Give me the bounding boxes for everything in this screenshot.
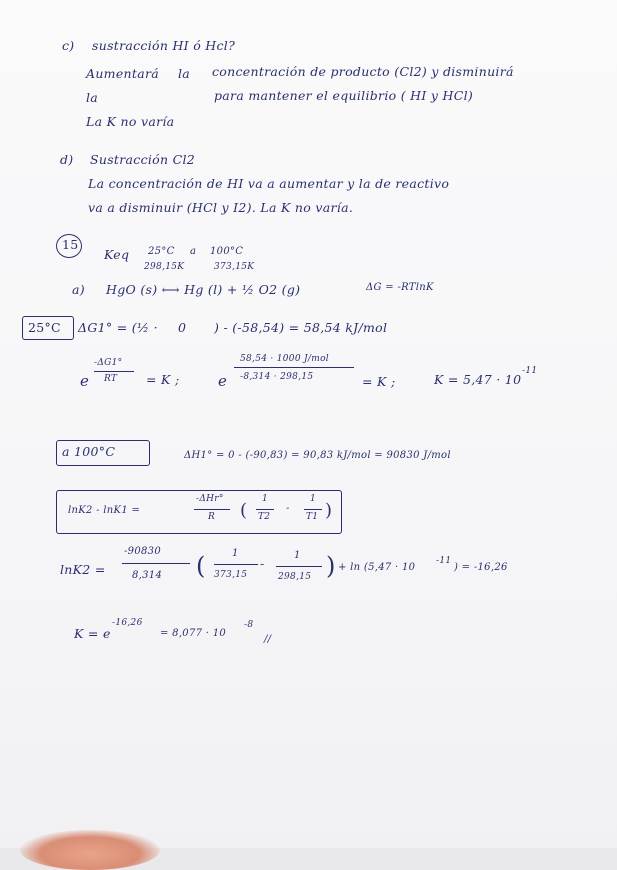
exp-fraction-bar-2 [234, 367, 354, 368]
section-d-line2: va a disminuir (HCl y I2). La K no varía. [88, 200, 354, 215]
temp2-celsius: 100°C [210, 246, 244, 257]
temp100-label: a 100°C [62, 444, 116, 459]
section-c-line1-mid: la [178, 66, 191, 81]
lnk2-result: ) = -16,26 [454, 562, 508, 573]
exp-denominator-1: RT [104, 374, 118, 384]
exp-fraction-bar-1 [94, 371, 134, 372]
kfinal-end-mark: // [264, 634, 272, 645]
exp-denominator-2: -8,314 · 298,15 [240, 372, 314, 382]
section-c-label: c) [62, 38, 75, 53]
lnk2-f2-num: 1 [294, 550, 301, 561]
vanthoff-left: lnK2 - lnK1 = [68, 505, 141, 516]
lnk2-fraction-bar [122, 563, 190, 564]
finger-edge [20, 830, 160, 870]
vanthoff-fraction-bar [194, 509, 230, 510]
lnk2-f2-den: 298,15 [278, 572, 312, 582]
problem-number: 15 [62, 237, 79, 252]
section-d-title: Sustracción Cl2 [90, 152, 196, 167]
exp-base-2: e [218, 372, 228, 390]
k-result-exponent: -11 [522, 366, 538, 376]
lnk2-open-paren: ( [196, 552, 206, 580]
reaction-equation: HgO (s) ⟷ Hg (l) + ½ O2 (g) [106, 282, 301, 297]
temp1-celsius: 25°C [148, 246, 175, 257]
vanthoff-f1-bar [256, 509, 274, 510]
lnk2-close-paren: ) [326, 552, 336, 580]
lnk2-denominator: 8,314 [132, 570, 163, 581]
lnk2-tail-exponent: -11 [436, 556, 452, 566]
exp-base-1: e [80, 372, 90, 390]
vanthoff-close-paren: ) [325, 500, 333, 521]
section-d-line1: La concentración de HI va a aumentar y la de reactivo [88, 176, 450, 191]
part-a-label: a) [72, 282, 85, 297]
lnk2-f1-den: 373,15 [214, 570, 248, 580]
dg-line-right: ) - (-58,54) = 58,54 kJ/mol [214, 320, 388, 335]
lnk2-tail: + ln (5,47 · 10 [338, 562, 416, 573]
lnk2-numerator: -90830 [124, 546, 161, 557]
vanthoff-f2-bar [304, 509, 322, 510]
lnk2-f1-num: 1 [232, 548, 239, 559]
vanthoff-f2-den: T1 [306, 512, 319, 522]
exp-equals-k-1: = K ; [146, 372, 180, 387]
section-c-line2-right: para mantener el equilibrio ( HI y HCl) [214, 88, 474, 103]
lnk2-label: lnK2 = [60, 562, 106, 577]
vanthoff-denominator: R [208, 512, 216, 522]
section-c-title: sustracción HI ó Hcl? [92, 38, 236, 53]
dg-line-left: ΔG1° = (½ · [78, 320, 158, 335]
kfinal-right: = 8,077 · 10 [160, 628, 227, 639]
lnk2-f2-bar [276, 566, 322, 567]
lnk2-f1-bar [214, 564, 258, 565]
section-c-line1-left: Aumentará [86, 66, 159, 81]
lnk2-minus: - [260, 556, 265, 571]
kfinal-right-exponent: -8 [244, 620, 254, 630]
vanthoff-numerator: -ΔHr° [196, 494, 224, 504]
temp-separator: a [190, 246, 197, 257]
exp-numerator-2: 58,54 · 1000 J/mol [240, 354, 329, 364]
vanthoff-f1-den: T2 [258, 512, 271, 522]
section-c-line1-right: concentración de producto (Cl2) y disminuirá [212, 64, 514, 79]
exp-numerator-1: -ΔG1° [94, 358, 123, 368]
vanthoff-minus: - [286, 503, 290, 514]
k-result: K = 5,47 · 10 [434, 372, 522, 387]
kfinal-exponent: -16,26 [112, 618, 143, 628]
vanthoff-f1-num: 1 [262, 494, 269, 504]
vanthoff-open-paren: ( [240, 500, 248, 521]
vanthoff-f2-num: 1 [310, 494, 317, 504]
exp-equals-k-2: = K ; [362, 374, 396, 389]
temp2-kelvin: 373,15K [214, 262, 255, 272]
section-d-label: d) [60, 152, 74, 167]
temp1-kelvin: 298,15K [144, 262, 185, 272]
dg-relation: ΔG = -RTlnK [366, 282, 434, 293]
temp25-label: 25°C [28, 320, 61, 335]
dg-line-zero: 0 [178, 320, 187, 335]
dh-line: ΔH1° = 0 - (-90,83) = 90,83 kJ/mol = 90830 J/mol [184, 450, 451, 461]
section-c-line2-left: la [86, 90, 99, 105]
kfinal-left: K = e [74, 626, 111, 641]
section-c-line3: La K no varía [86, 114, 175, 129]
keq-label: Keq [104, 247, 130, 262]
